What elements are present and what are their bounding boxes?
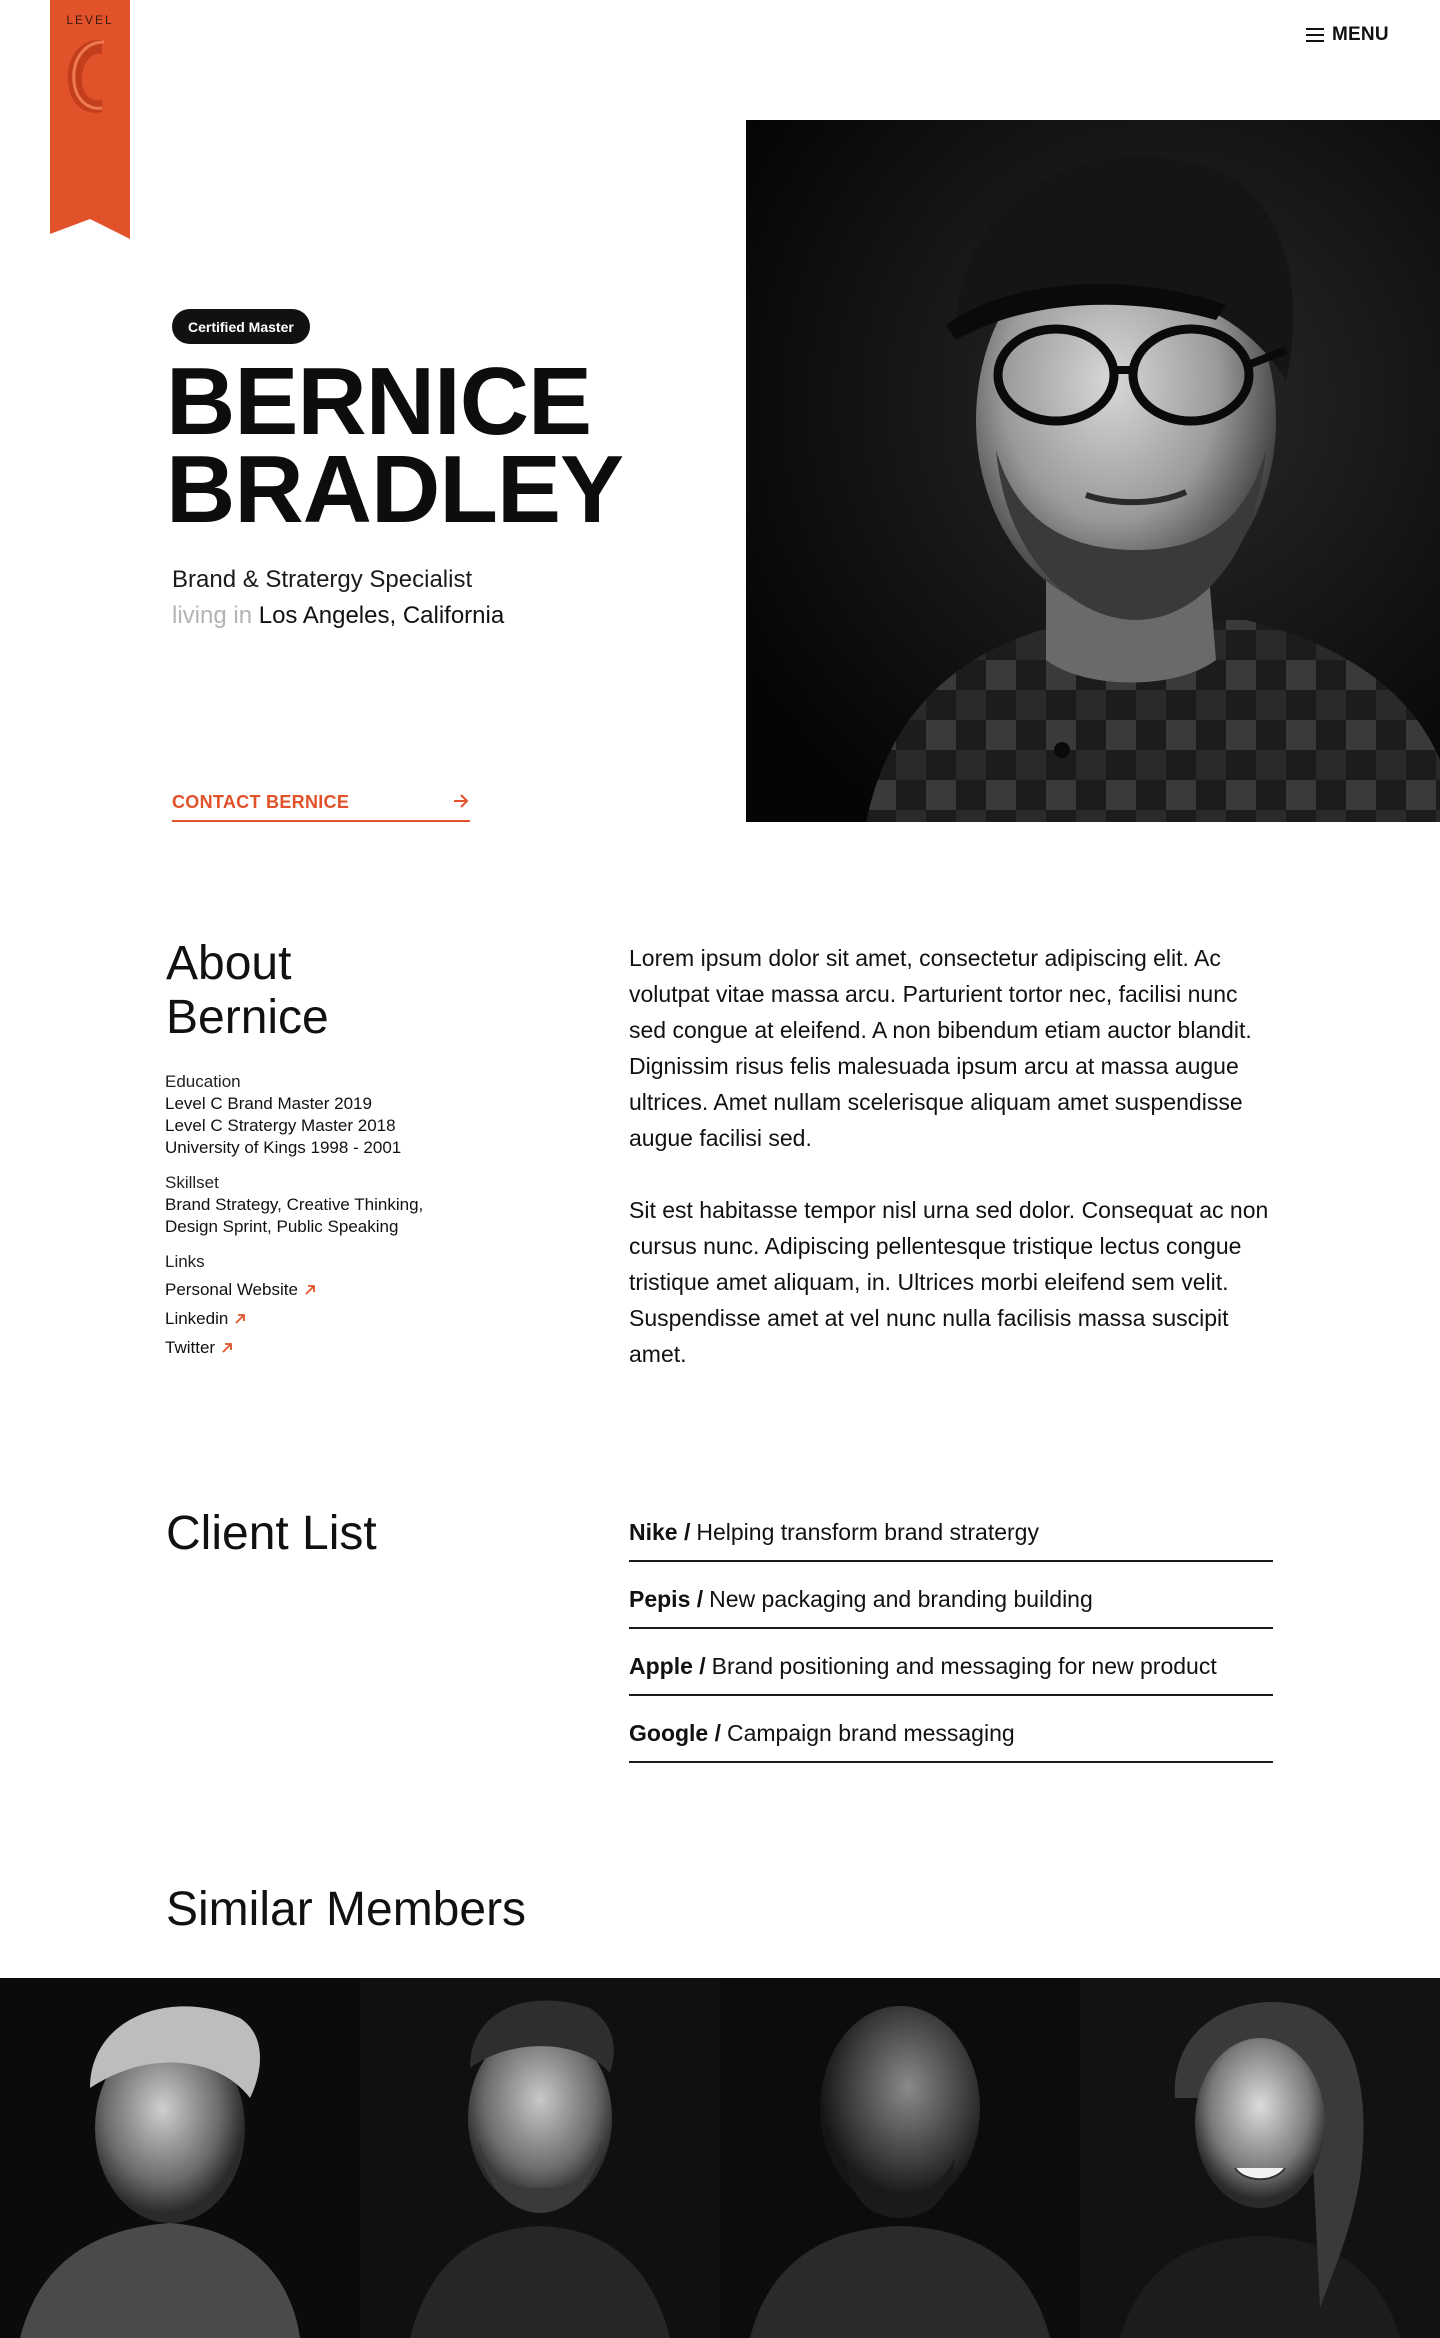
about-meta bbox=[165, 1071, 485, 1375]
client-row bbox=[629, 1629, 1273, 1696]
external-link-icon bbox=[234, 1313, 246, 1325]
location-line bbox=[172, 602, 504, 630]
links-label: Links bbox=[165, 1252, 205, 1271]
client-name: Apple / bbox=[629, 1653, 706, 1679]
page-title bbox=[166, 348, 624, 543]
ribbon-bookmark-icon bbox=[50, 0, 130, 239]
education-item: University of Kings 1998 - 2001 bbox=[165, 1138, 402, 1157]
arrow-right-icon bbox=[452, 792, 470, 810]
client-row bbox=[629, 1495, 1273, 1562]
logo[interactable] bbox=[50, 0, 130, 239]
about-paragraph: Sit est habitasse tempor nisl urna sed dolor. Consequat ac non cursus nunc. Adipiscing pellentesque tristique lectus congue tristique amet aliquam, in. Ultrices morbi eleifend sem velit. Suspendisse amet at vel nunc nulla facilisis massa suscipit amet. bbox=[629, 1197, 1269, 1367]
links-group bbox=[165, 1251, 485, 1362]
skillset-item: Brand Strategy, Creative Thinking, bbox=[165, 1195, 424, 1214]
member-card[interactable] bbox=[360, 1978, 720, 2338]
menu-button[interactable] bbox=[1306, 24, 1389, 46]
client-list bbox=[629, 1495, 1273, 1763]
client-list-heading: Client List bbox=[166, 1507, 377, 1560]
portrait-man-bald bbox=[720, 1978, 1080, 2338]
about-title-line1: About bbox=[166, 937, 292, 990]
client-desc: Campaign brand messaging bbox=[727, 1720, 1015, 1746]
skillset-item: Design Sprint, Public Speaking bbox=[165, 1217, 399, 1236]
logo-text: LEVEL bbox=[66, 13, 114, 27]
client-desc: New packaging and branding building bbox=[709, 1586, 1093, 1612]
living-prefix: living in bbox=[172, 602, 253, 629]
client-name: Nike / bbox=[629, 1519, 691, 1545]
portrait-young-man bbox=[0, 1978, 360, 2338]
about-body bbox=[629, 940, 1279, 1372]
client-name: Pepis / bbox=[629, 1586, 704, 1612]
education-label: Education bbox=[165, 1072, 241, 1091]
client-row bbox=[629, 1562, 1273, 1629]
client-desc: Brand positioning and messaging for new product bbox=[711, 1653, 1217, 1679]
profile-photo bbox=[746, 120, 1440, 822]
about-paragraph: Lorem ipsum dolor sit amet, consectetur adipiscing elit. Ac volutpat vitae massa arcu. Parturient tortor nec, facilisi nunc sed congue at eleifend. A non bibendum etiam auctor blandit. Dignissim risus felis malesuada ipsum arcu at massa augue ultrices. Amet nullam scelerisque aliquam amet suspendisse augue facilisi sed. bbox=[629, 945, 1252, 1151]
skillset-group bbox=[165, 1172, 485, 1238]
hamburger-icon bbox=[1306, 28, 1324, 42]
menu-label: MENU bbox=[1332, 24, 1389, 45]
client-desc: Helping transform brand stratergy bbox=[696, 1519, 1039, 1545]
role-text: Brand & Stratergy Specialist bbox=[172, 566, 473, 593]
external-link-icon bbox=[304, 1284, 316, 1296]
portrait-man-beard bbox=[360, 1978, 720, 2338]
last-name: BRADLEY bbox=[166, 436, 624, 543]
member-card[interactable] bbox=[720, 1978, 1080, 2338]
similar-members-heading: Similar Members bbox=[166, 1883, 527, 1936]
client-row bbox=[629, 1696, 1273, 1763]
education-group bbox=[165, 1071, 485, 1159]
member-card[interactable] bbox=[1080, 1978, 1440, 2338]
client-name: Google / bbox=[629, 1720, 721, 1746]
education-item: Level C Brand Master 2019 bbox=[165, 1094, 372, 1113]
personal-website-link[interactable] bbox=[165, 1275, 485, 1304]
contact-label: CONTACT BERNICE bbox=[172, 792, 350, 812]
skillset-label: Skillset bbox=[165, 1173, 219, 1192]
education-item: Level C Stratergy Master 2018 bbox=[165, 1116, 396, 1135]
portrait-woman-smiling bbox=[1080, 1978, 1440, 2338]
twitter-link[interactable] bbox=[165, 1333, 485, 1362]
link-label: Personal Website bbox=[165, 1280, 298, 1299]
portrait-man-cap-glasses bbox=[746, 120, 1440, 822]
about-title-line2: Bernice bbox=[166, 991, 329, 1044]
linkedin-link[interactable] bbox=[165, 1304, 485, 1333]
about-heading bbox=[166, 937, 329, 1045]
certified-badge: Certified Master bbox=[172, 309, 310, 344]
link-label: Linkedin bbox=[165, 1309, 229, 1328]
link-label: Twitter bbox=[165, 1338, 216, 1357]
first-name: BERNICE bbox=[166, 348, 592, 455]
member-card[interactable] bbox=[0, 1978, 360, 2338]
external-link-icon bbox=[221, 1342, 233, 1354]
similar-members-grid bbox=[0, 1978, 1440, 2338]
location-text: Los Angeles, California bbox=[258, 602, 505, 629]
contact-button[interactable] bbox=[172, 792, 470, 822]
